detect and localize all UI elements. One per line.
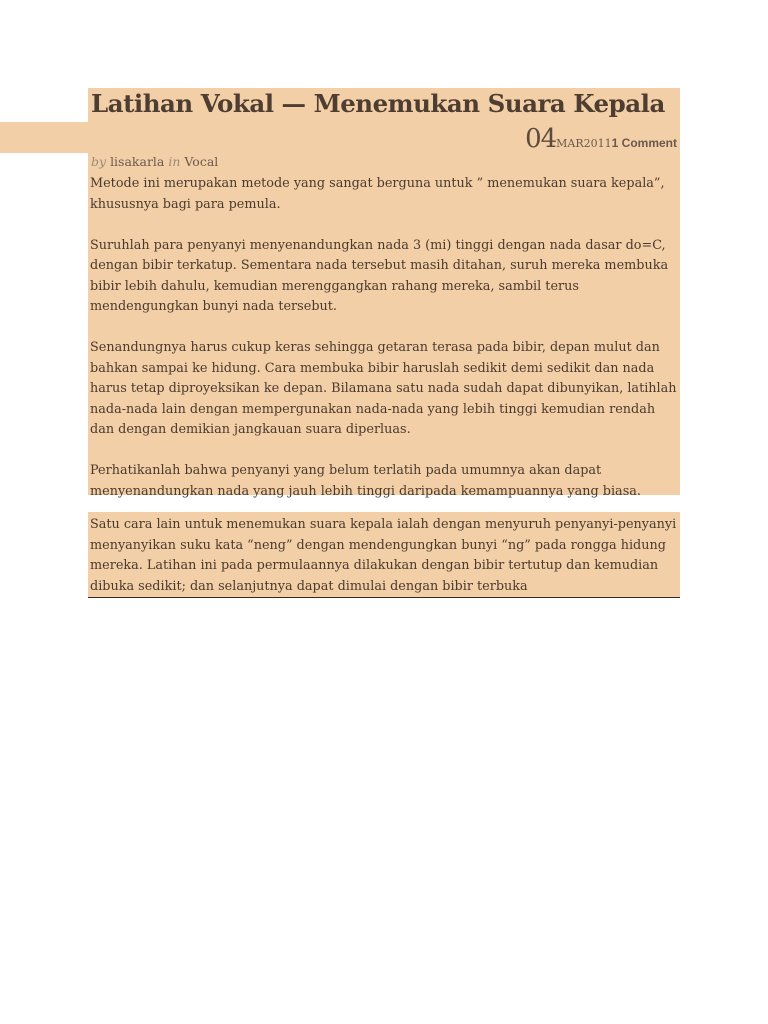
article-body-continued bbox=[90, 515, 680, 597]
paragraph-4: Perhatikanlah bahwa penyanyi yang belum terlatih pada umumnya akan dapat menyenandungkan nada yang jauh lebih tinggi daripada kemampuannya yang biasa. bbox=[90, 463, 641, 499]
article-second-block bbox=[88, 512, 680, 598]
paragraph-5: Satu cara lain untuk menemukan suara kepala ialah dengan menyuruh penyanyi-penyanyi menyanyikan suku kata “neng” dengan mendengungkan bunyi “ng” pada rongga hidung mereka. Latihan ini pada permulaannya dilakukan dengan bibir tertutup dan kemudian dibuka sedikit; dan selanjutnya dapat dimulai dengan bibir terbuka bbox=[90, 517, 677, 594]
paragraph-2: Suruhlah para penyanyi menyenandungkan nada 3 (mi) tinggi dengan nada dasar do=C, dengan bibir terkatup. Sementara nada tersebut masih ditahan, suruh mereka membuka bibir lebih dahulu, kemudian merenggangkan rahang mereka, sambil terus mendengungkan bunyi nada tersebut. bbox=[90, 237, 669, 314]
author-link[interactable]: lisakarla bbox=[110, 154, 165, 169]
article-body bbox=[90, 174, 680, 502]
paragraph-3: Senandungnya harus cukup keras sehingga getaran terasa pada bibir, depan mulut dan bahkan sampai ke hidung. Cara membuka bibir haruslah sedikit demi sedikit dan nada harus tetap diproyeksikan ke depan. Bilamana satu nada sudah dapat dibunyikan, latihlah nada-nada lain dengan mempergunakan nada-nada yang lebih tinggi kemudian rendah dan dengan demikian jangkauan suara diperluas. bbox=[90, 340, 677, 437]
in-label: in bbox=[168, 154, 181, 169]
date-year: 2011 bbox=[583, 137, 612, 150]
paragraph-1: Metode ini merupakan metode yang sangat berguna untuk ” menemukan suara kepala”, khususnya bagi para pemula. bbox=[90, 176, 665, 212]
comments-link[interactable]: 1 Comment bbox=[611, 136, 677, 150]
category-link[interactable]: Vocal bbox=[184, 154, 219, 169]
left-accent-tab bbox=[0, 122, 88, 153]
article-main-block bbox=[88, 88, 680, 499]
post-date bbox=[525, 124, 677, 154]
date-month: MAR bbox=[556, 137, 584, 150]
by-label: by bbox=[91, 154, 107, 169]
article-title: Latihan Vokal — Menemukan Suara Kepala bbox=[91, 89, 665, 118]
byline bbox=[91, 154, 218, 169]
date-day: 04 bbox=[525, 124, 557, 154]
